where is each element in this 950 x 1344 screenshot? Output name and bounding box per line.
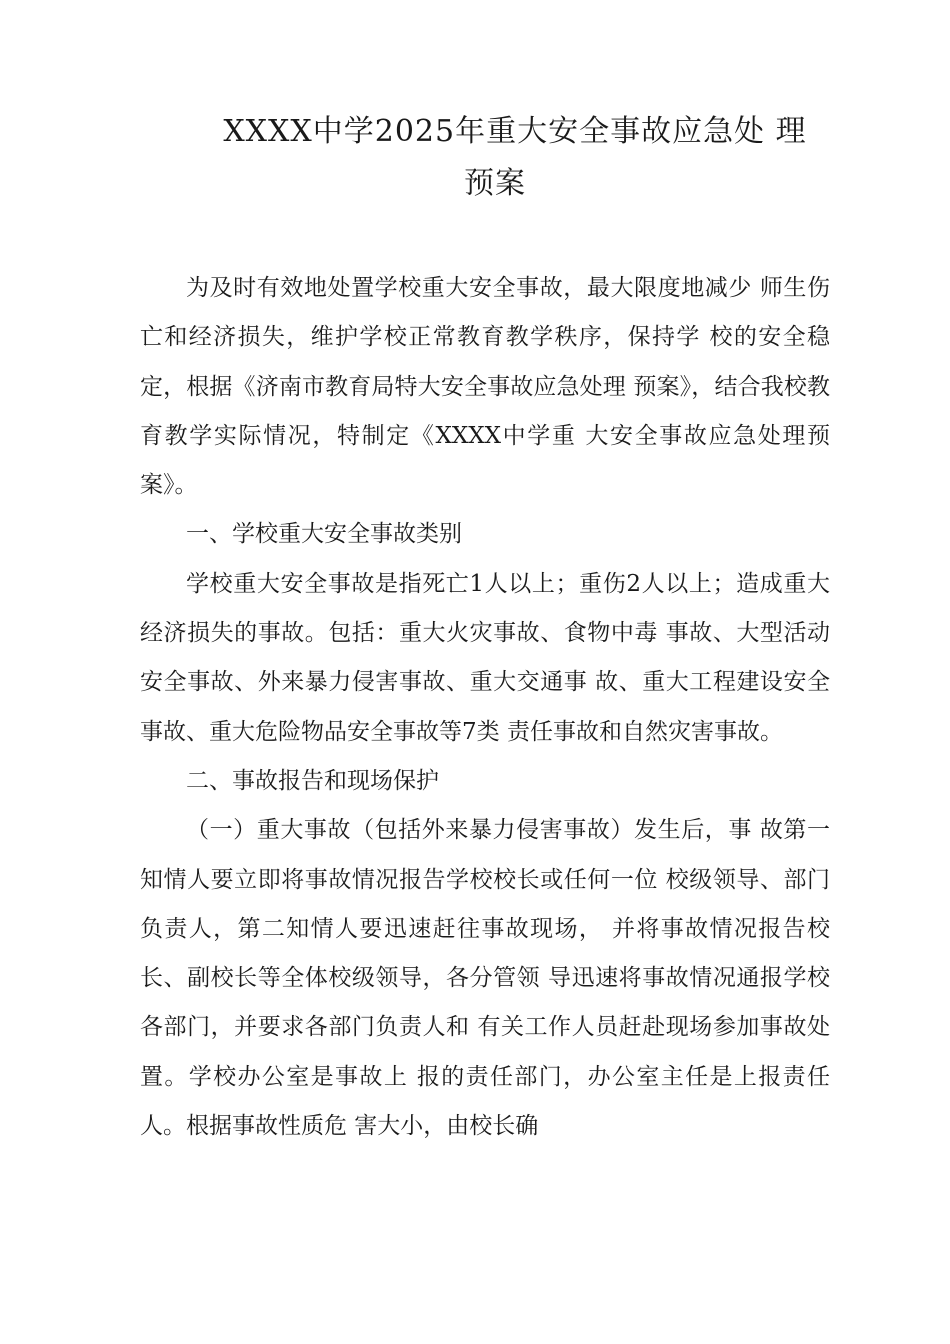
title-line-2: 预案 [464,166,526,201]
section-heading-2: 二、事故报告和现场保护 [186,767,439,794]
paragraph-intro: 为及时有效地处置学校重大安全事故，最大限度地减少 师生伤亡和经济损失，维护学校正常教育教学秩序，保持学 校的安全稳定，根据《济南市教育局特大安全事故应急处理 预案》，结合我校教育教学实际情况，特制定《XXXX中学重 大安全事故应急处理预案》。 [140,275,830,499]
title-line-1: XXXX中学2025年重大安全事故应急处 理 [223,114,807,149]
paragraph-accident-types: 学校重大安全事故是指死亡1人以上；重伤2人以上；造成重大经济损失的事故。包括：重大火灾事故、食物中毒 事故、大型活动安全事故、外来暴力侵害事故、重大交通事 故、重大工程建设安全事故、重大危险物品安全事故等7类 责任事故和自然灾害事故。 [140,570,830,745]
document-body [140,264,830,1151]
section-heading-1: 一、学校重大安全事故类别 [186,521,462,548]
document-title [140,106,830,210]
paragraph-reporting: （一）重大事故（包括外来暴力侵害事故）发生后，事 故第一知情人要立即将事故情况报告学校校长或任何一位 校级领导、部门负责人，第二知情人要迅速赶往事故现场， 并将事故情况报告校长、副校长等全体校级领导，各分管领 导迅速将事故情况通报学校各部门，并要求各部门负责人和 有关工作人员赶赴现场参加事故处置。学校办公室是事故上 报的责任部门，办公室主任是上报责任人。根据事故性质危 害大小，由校长确 [140,817,830,1140]
